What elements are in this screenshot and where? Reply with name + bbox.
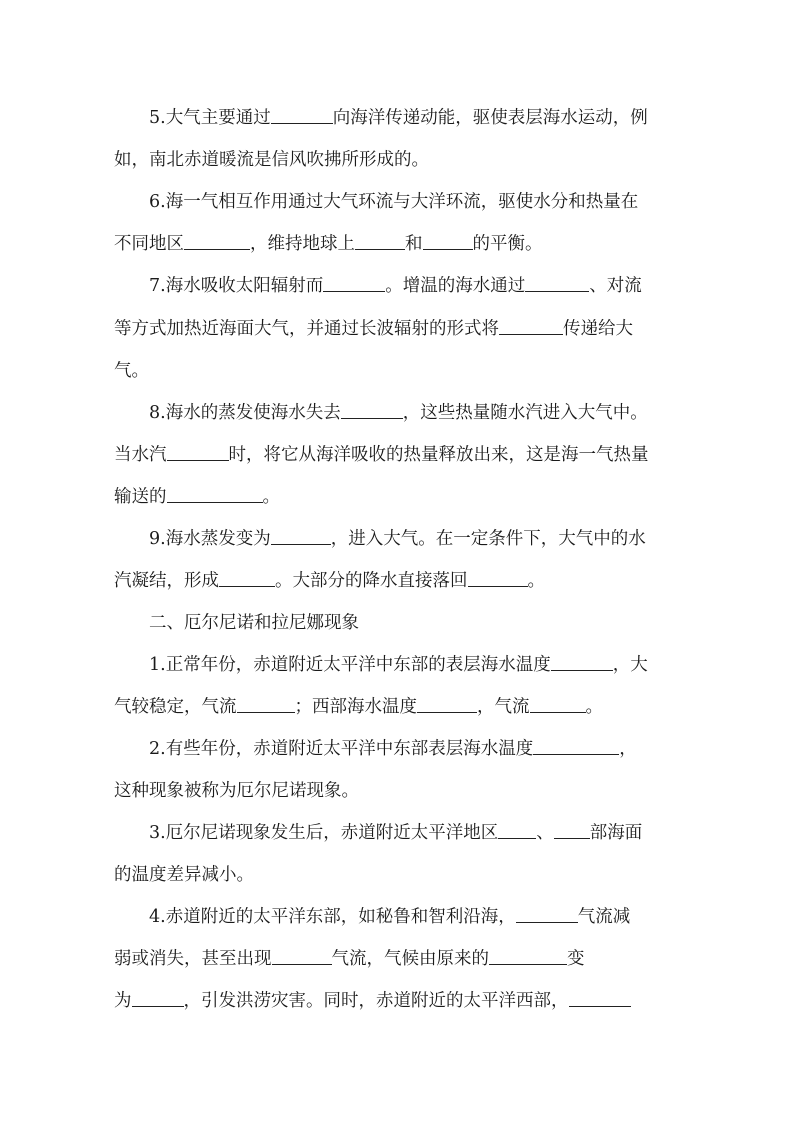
text-line: 气。 <box>114 361 149 381</box>
fill-blank[interactable] <box>323 274 385 292</box>
text-line: 为 ，引发洪涝灾害。同时，赤道附近的太平洋西部， <box>114 989 631 1013</box>
text-line: 2.有些年份，赤道附近太平洋中东部表层海水温度 ， <box>149 739 637 759</box>
text-line: 气较稳定，气流 ；西部海水温度 ，气流 。 <box>114 697 603 717</box>
text-line: 如，南北赤道暖流是信风吹拂所形成的。 <box>114 150 429 170</box>
text-line: 弱或消失，甚至出现 气流，气候由原来的 变 <box>114 949 585 969</box>
text-line: 当水汽 时，将它从海洋吸收的热量释放出来，这是海一气热量 <box>114 445 649 465</box>
fill-blank[interactable] <box>499 317 563 335</box>
fill-blank[interactable] <box>533 737 619 755</box>
fill-blank[interactable] <box>498 821 536 839</box>
text-line: 4.赤道附近的太平洋东部，如秘鲁和智利沿海， 气流减 <box>149 907 631 927</box>
text-line: 5.大气主要通过 向海洋传递动能，驱使表层海水运动，例 <box>149 108 648 128</box>
fill-blank[interactable] <box>423 232 473 250</box>
fill-blank[interactable] <box>167 443 229 461</box>
fill-blank[interactable] <box>271 106 333 124</box>
fill-blank[interactable] <box>237 695 295 713</box>
fill-blank[interactable] <box>132 989 184 1007</box>
fill-blank[interactable] <box>569 989 631 1007</box>
fill-blank[interactable] <box>271 527 331 545</box>
fill-blank[interactable] <box>184 232 250 250</box>
fill-blank[interactable] <box>355 232 405 250</box>
text-line: 不同地区 ，维持地球上 和 的平衡。 <box>114 234 543 254</box>
fill-blank[interactable] <box>489 947 567 965</box>
fill-blank[interactable] <box>272 947 332 965</box>
fill-blank[interactable] <box>468 569 528 587</box>
text-line: 等方式加热近海面大气，并通过长波辐射的形式将 传递给大 <box>114 319 633 339</box>
fill-blank[interactable] <box>417 695 477 713</box>
text-line: 的温度差异减小。 <box>114 865 254 885</box>
fill-blank[interactable] <box>530 695 586 713</box>
text-line: 7.海水吸收太阳辐射而 。增温的海水通过 、对流 <box>149 276 642 296</box>
fill-blank[interactable] <box>551 653 613 671</box>
text-line: 汽凝结，形成 。大部分的降水直接落回 。 <box>114 571 545 591</box>
fill-blank[interactable] <box>554 821 590 839</box>
fill-blank[interactable] <box>167 485 263 503</box>
text-line: 8.海水的蒸发使海水失去 ，这些热量随水汽进入大气中。 <box>149 403 648 423</box>
fill-blank[interactable] <box>525 274 589 292</box>
section-heading: 二、厄尔尼诺和拉尼娜现象 <box>149 613 359 633</box>
text-line: 1.正常年份，赤道附近太平洋中东部的表层海水温度 ，大 <box>149 655 648 675</box>
fill-blank[interactable] <box>341 401 403 419</box>
text-line: 输送的 。 <box>114 487 280 507</box>
text-line: 3.厄尔尼诺现象发生后，赤道附近太平洋地区 、 部海面 <box>149 823 643 843</box>
text-line: 6.海一气相互作用通过大气环流与大洋环流，驱使水分和热量在 <box>149 192 639 212</box>
fill-blank[interactable] <box>219 569 275 587</box>
text-line: 9.海水蒸发变为 ，进入大气。在一定条件下，大气中的水 <box>149 529 646 549</box>
text-line: 这种现象被称为厄尔尼诺现象。 <box>114 781 359 801</box>
fill-blank[interactable] <box>516 905 578 923</box>
